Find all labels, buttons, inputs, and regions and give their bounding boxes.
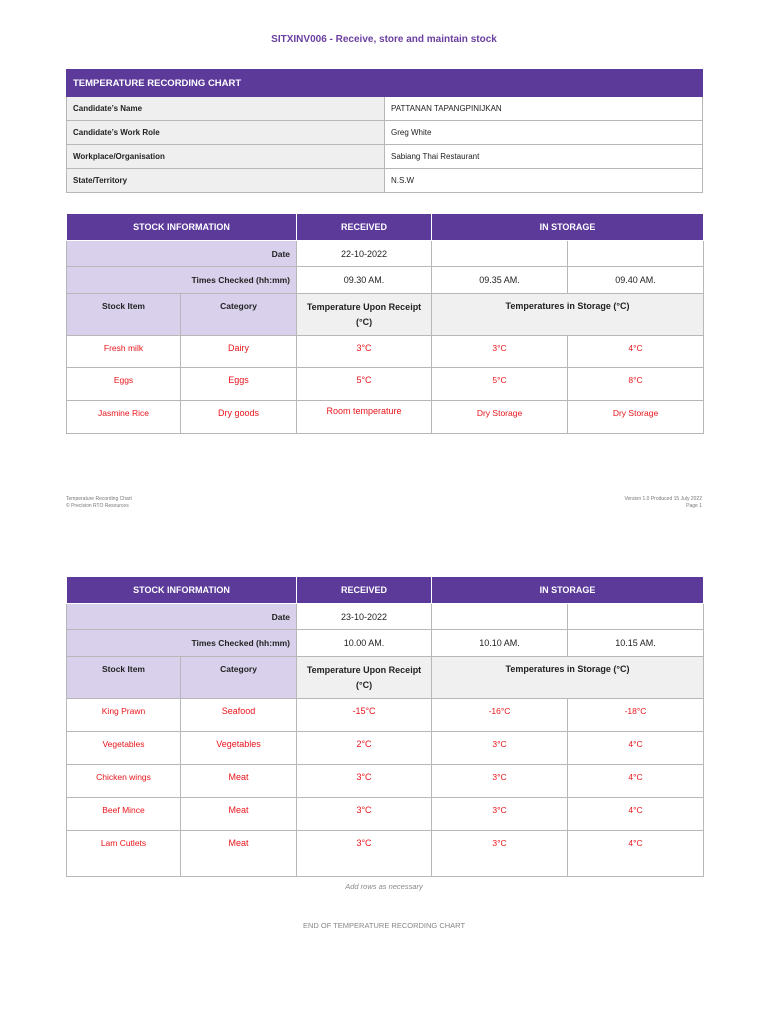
- stock-item: Chicken wings: [67, 765, 181, 798]
- stock-information-header: STOCK INFORMATION: [67, 214, 297, 241]
- stock-table-2: [66, 576, 704, 877]
- stock-item: Fresh milk: [67, 336, 181, 368]
- stock-item: King Prawn: [67, 699, 181, 732]
- work-role-value: Greg White: [385, 121, 703, 145]
- empty-cell: [568, 604, 704, 630]
- chart-heading: TEMPERATURE RECORDING CHART: [67, 70, 703, 97]
- storage-temp-1: 3°C: [432, 732, 568, 765]
- footer-copyright: © Precision RTO Resources: [66, 503, 129, 509]
- stock-item: Eggs: [67, 368, 181, 401]
- workplace-value: Sabiang Thai Restaurant: [385, 145, 703, 169]
- category-header: Category: [181, 657, 297, 699]
- category-header: Category: [181, 294, 297, 336]
- footer-right: [624, 496, 702, 510]
- storage-temp-2: 8°C: [568, 368, 704, 401]
- footer-left: [66, 496, 132, 510]
- time-received: 09.30 AM.: [297, 267, 432, 294]
- add-rows-note: Add rows as necessary: [345, 882, 423, 891]
- in-storage-header: IN STORAGE: [432, 577, 704, 604]
- state-label: State/Territory: [67, 169, 385, 193]
- footer-page-number: Page 1: [686, 503, 702, 509]
- storage-temp-1: 3°C: [432, 336, 568, 368]
- storage-temp-2: -18°C: [568, 699, 704, 732]
- work-role-label: Candidate’s Work Role: [67, 121, 385, 145]
- storage-temp-1: 3°C: [432, 765, 568, 798]
- stock-information-header: STOCK INFORMATION: [67, 577, 297, 604]
- storage-temp-2: 4°C: [568, 765, 704, 798]
- receipt-temp: 3°C: [297, 798, 432, 831]
- category: Vegetables: [181, 732, 297, 765]
- table-row: [67, 732, 704, 765]
- date-label: Date: [67, 241, 297, 267]
- table-row: [67, 765, 704, 798]
- received-header: RECEIVED: [297, 577, 432, 604]
- time-storage-2: 09.40 AM.: [568, 267, 704, 294]
- category: Meat: [181, 765, 297, 798]
- temps-storage-header: Temperatures in Storage (°C): [432, 657, 704, 699]
- times-checked-label: Times Checked (hh:mm): [67, 267, 297, 294]
- table-row: [67, 336, 704, 368]
- storage-temp-2: 4°C: [568, 336, 704, 368]
- empty-cell: [568, 241, 704, 267]
- state-value: N.S.W: [385, 169, 703, 193]
- time-received: 10.00 AM.: [297, 630, 432, 657]
- footer-version: Version 1.0 Produced 15 July 2022: [624, 496, 702, 502]
- storage-temp-1: 5°C: [432, 368, 568, 401]
- workplace-label: Workplace/Organisation: [67, 145, 385, 169]
- receipt-temp: 3°C: [297, 336, 432, 368]
- temp-receipt-header: Temperature Upon Receipt (°C): [297, 294, 432, 336]
- stock-item: Beef Mince: [67, 798, 181, 831]
- storage-temp-2: 4°C: [568, 732, 704, 765]
- footer-document-name: Temperature Recording Chart: [66, 496, 132, 502]
- storage-temp-2: 4°C: [568, 798, 704, 831]
- storage-temp-1: 3°C: [432, 831, 568, 877]
- temps-storage-header: Temperatures in Storage (°C): [432, 294, 704, 336]
- storage-temp-1: 3°C: [432, 798, 568, 831]
- storage-temp-2: Dry Storage: [568, 401, 704, 434]
- stock-table-1: [66, 213, 704, 434]
- received-header: RECEIVED: [297, 214, 432, 241]
- table-row: [67, 368, 704, 401]
- candidate-name-label: Candidate’s Name: [67, 97, 385, 121]
- date-value: 23-10-2022: [297, 604, 432, 630]
- receipt-temp: 2°C: [297, 732, 432, 765]
- table-row: [67, 831, 704, 877]
- date-value: 22-10-2022: [297, 241, 432, 267]
- times-checked-label: Times Checked (hh:mm): [67, 630, 297, 657]
- receipt-temp: 5°C: [297, 368, 432, 401]
- category: Meat: [181, 831, 297, 877]
- table-row: [67, 699, 704, 732]
- category: Dry goods: [181, 401, 297, 434]
- receipt-temp: 3°C: [297, 831, 432, 877]
- stock-item-header: Stock Item: [67, 657, 181, 699]
- storage-temp-1: -16°C: [432, 699, 568, 732]
- category: Eggs: [181, 368, 297, 401]
- stock-item: Lam Cutlets: [67, 831, 181, 877]
- storage-temp-1: Dry Storage: [432, 401, 568, 434]
- end-of-chart-text: END OF TEMPERATURE RECORDING CHART: [302, 921, 466, 930]
- category: Dairy: [181, 336, 297, 368]
- empty-cell: [432, 241, 568, 267]
- time-storage-2: 10.15 AM.: [568, 630, 704, 657]
- receipt-temp: 3°C: [297, 765, 432, 798]
- stock-item-header: Stock Item: [67, 294, 181, 336]
- stock-item: Vegetables: [67, 732, 181, 765]
- table-row: [67, 401, 704, 434]
- candidate-info-table: [66, 69, 703, 193]
- date-label: Date: [67, 604, 297, 630]
- receipt-temp: Room temperature: [297, 401, 432, 434]
- empty-cell: [432, 604, 568, 630]
- category: Seafood: [181, 699, 297, 732]
- category: Meat: [181, 798, 297, 831]
- candidate-name-value: PATTANAN TAPANGPINIJKAN: [385, 97, 703, 121]
- table-row: [67, 798, 704, 831]
- storage-temp-2: 4°C: [568, 831, 704, 877]
- time-storage-1: 10.10 AM.: [432, 630, 568, 657]
- document-title: SITXINV006 - Receive, store and maintain stock: [271, 34, 497, 45]
- receipt-temp: -15°C: [297, 699, 432, 732]
- in-storage-header: IN STORAGE: [432, 214, 704, 241]
- temp-receipt-header: Temperature Upon Receipt (°C): [297, 657, 432, 699]
- stock-item: Jasmine Rice: [67, 401, 181, 434]
- time-storage-1: 09.35 AM.: [432, 267, 568, 294]
